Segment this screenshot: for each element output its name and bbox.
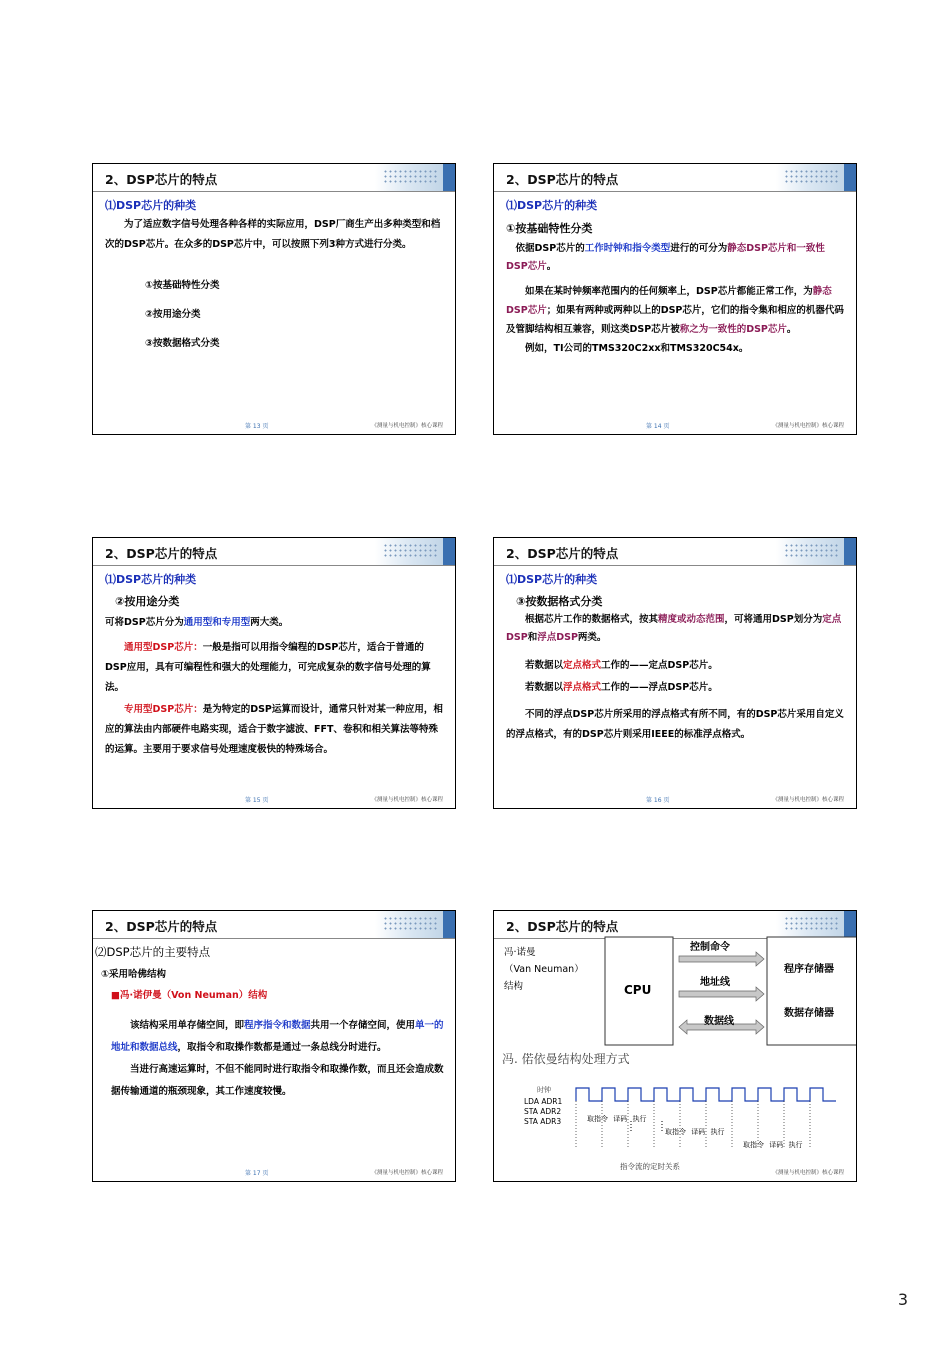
slide-title: 2、DSP芯片的特点 [105, 546, 218, 561]
course-label: 《测量与机电控制》核心课程 [772, 423, 844, 429]
header-decoration [375, 538, 455, 565]
slide-body [506, 196, 846, 358]
header-decoration [375, 911, 455, 938]
slide-body [105, 196, 445, 358]
slide-body [95, 943, 445, 1103]
sub-heading: ①采用哈佛结构 [101, 969, 167, 980]
paragraph: 例如，TI公司的TMS320C2xx和TMS320C54x。 [525, 343, 749, 354]
paragraph: 当进行高速运算时，不但不能同时进行取指令和取操作数，而且还会造成数据传输通道的瓶颈现象，其工作速度较慢。 [111, 1064, 444, 1097]
paragraph: 若数据以定点格式工作的——定点DSP芯片。 [525, 660, 718, 671]
slide-title: 2、DSP芯片的特点 [506, 546, 619, 561]
data-memory-label: 数据存储器 [784, 1008, 834, 1019]
paragraph: 如果在某时钟频率范围内的任何频率上，DSP芯片都能正常工作，为静态DSP芯片；如果有两种或两种以上的DSP芯片，它们的指令集和相应的机器代码及管脚结构相互兼容，则这类DSP芯片被称之为一致性的DSP芯片。 [506, 286, 844, 335]
slide-body [506, 570, 846, 745]
list-item: ①按基础特性分类 [145, 280, 220, 291]
course-label: 《测量与机电控制》核心课程 [772, 797, 844, 803]
paragraph: 若数据以浮点格式工作的——浮点DSP芯片。 [525, 682, 718, 693]
paragraph: 不同的浮点DSP芯片所采用的浮点格式有所不同，有的DSP芯片采用自定义的浮点格式，有的DSP芯片则采用IEEE的标准浮点格式。 [506, 709, 844, 740]
page-label: 第 16 页 [646, 797, 670, 804]
control-label: 控制命令 [690, 942, 730, 953]
clock-label: 时钟 [537, 1086, 551, 1094]
paragraph: 依据DSP芯片的工作时钟和指令类型进行的可分为静态DSP芯片和一致性DSP芯片。 [506, 243, 825, 272]
left-label: 冯·诺曼 （Van Neuman） 结构 [504, 947, 584, 992]
slide-header [494, 538, 856, 566]
program-memory-label: 程序存储器 [784, 964, 834, 975]
paragraph: 根据芯片工作的数据格式，按其精度或动态范围，可将通用DSP划分为定点DSP和浮点DSP两类。 [506, 614, 842, 643]
sub-heading: ①按基础特性分类 [506, 222, 593, 235]
header-decoration [776, 164, 856, 191]
list-item: ②按用途分类 [145, 309, 201, 320]
section-heading: ⑴DSP芯片的种类 [506, 573, 598, 586]
data-line-label: 数据线 [704, 1016, 734, 1027]
section-heading: ⑴DSP芯片的种类 [105, 573, 197, 586]
address-label: 地址线 [700, 977, 730, 988]
bullet-item: ■冯·诺伊曼（Von Neuman）结构 [111, 990, 268, 1001]
slide-header [93, 538, 455, 566]
page-label: 第 14 页 [646, 423, 670, 430]
paragraph: 通用型DSP芯片：一般是指可以用指令编程的DSP芯片，适合于普通的DSP应用，具有可编程性和强大的处理能力，可完成复杂的数字信号处理的算法。 [105, 642, 431, 693]
slide-title: 2、DSP芯片的特点 [105, 919, 218, 934]
section-heading: ⑵DSP芯片的主要特点 [95, 945, 211, 959]
diagram-subtitle: 冯. 偌依曼结构处理方式 [502, 1052, 630, 1066]
intro-paragraph: 为了适应数字信号处理各种各样的实际应用，DSP厂商生产出多种类型和档次的DSP芯片。在众多的DSP芯片中，可以按照下列3种方式进行分类。 [105, 219, 441, 250]
instruction-list: LDA ADR1 STA ADR2 STA ADR3 [524, 1097, 563, 1126]
slide-body [105, 570, 445, 760]
header-decoration [375, 164, 455, 191]
slide-title: 2、DSP芯片的特点 [506, 172, 619, 187]
timing-steps-1: 取指令 译码 执行 [587, 1115, 647, 1123]
page-label: 第 15 页 [245, 797, 269, 804]
control-arrow [679, 952, 764, 966]
section-heading: ⑴DSP芯片的种类 [506, 199, 598, 212]
paragraph: 可将DSP芯片分为通用型和专用型两大类。 [105, 617, 289, 628]
course-label: 《测量与机电控制》核心课程 [371, 797, 443, 803]
slide-14 [493, 163, 857, 435]
page-label: 第 17 页 [245, 1170, 269, 1177]
slide-15 [92, 537, 456, 809]
slide-header [93, 911, 455, 939]
slide-title: 2、DSP芯片的特点 [105, 172, 218, 187]
timing-steps-3: 取指令 译码 执行 [743, 1141, 803, 1149]
course-label: 《测量与机电控制》核心课程 [371, 423, 443, 429]
page-number: 3 [897, 1290, 908, 1309]
section-heading: ⑴DSP芯片的种类 [105, 199, 197, 212]
address-arrow [679, 987, 764, 1001]
slide-13 [92, 163, 456, 435]
memory-box [767, 937, 857, 1045]
header-decoration [776, 538, 856, 565]
slide-header [494, 164, 856, 192]
sub-heading: ③按数据格式分类 [516, 595, 603, 608]
slide-header [93, 164, 455, 192]
diagram-caption: 指令流的定时关系 [620, 1162, 680, 1171]
course-label: 《测量与机电控制》核心课程 [772, 1170, 844, 1176]
slide-title: 2、DSP芯片的特点 [506, 919, 619, 934]
paragraph: 该结构采用单存储空间，即程序指令和数据共用一个存储空间，使用单一的地址和数据总线，取指令和取操作数都是通过一条总线分时进行。 [111, 1020, 444, 1053]
sub-heading: ②按用途分类 [115, 595, 180, 608]
timing-steps-2: 取指令 译码 执行 [665, 1128, 725, 1136]
page-label: 第 13 页 [245, 423, 269, 430]
slide-17 [92, 910, 456, 1182]
cpu-label: CPU [624, 983, 652, 997]
course-label: 《测量与机电控制》核心课程 [371, 1170, 443, 1176]
clock-signal [576, 1088, 836, 1101]
paragraph: 专用型DSP芯片：是为特定的DSP运算而设计，通常只针对某一种应用，相应的算法由内部硬件电路实现，适合于数字滤波、FFT、卷积和相关算法等特殊的运算。主要用于要求信号处理速度极快的特殊场合。 [105, 704, 443, 755]
slide-16 [493, 537, 857, 809]
list-item: ③按数据格式分类 [145, 338, 220, 349]
slide-18 [493, 910, 857, 1182]
